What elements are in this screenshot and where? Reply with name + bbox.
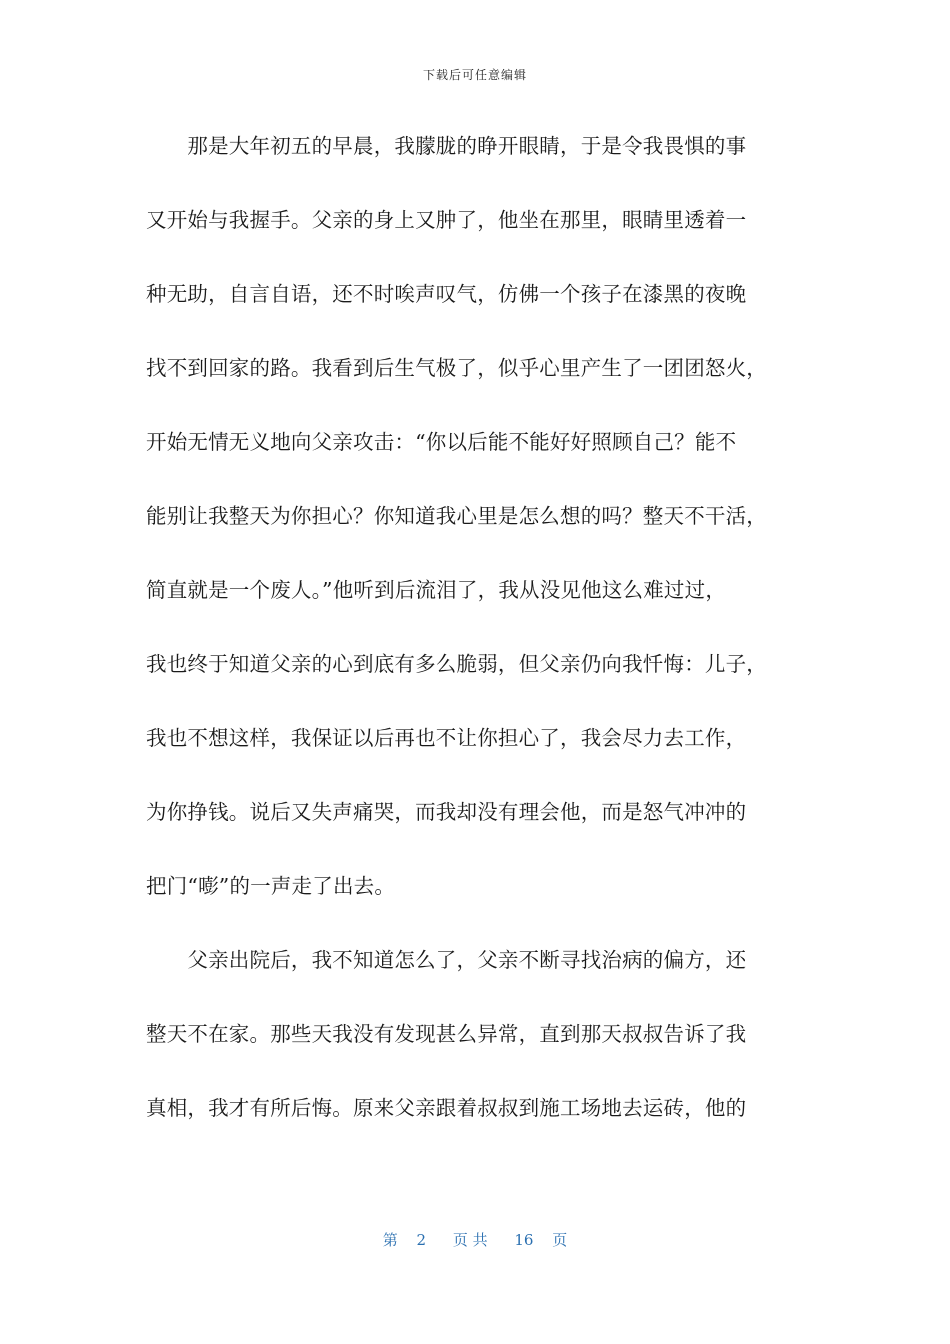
text-line: 把门“嘭”的一声走了出去。 (146, 874, 396, 898)
text-line: 整天不在家。那些天我没有发现甚么异常，直到那天叔叔告诉了我 (146, 1022, 747, 1046)
text-line: 种无助，自言自语，还不时唉声叹气，仿佛一个孩子在漆黑的夜晚 (146, 282, 747, 306)
text-line: 我也终于知道父亲的心到底有多么脆弱，但父亲仍向我忏悔：儿子， (146, 652, 767, 676)
text-line: 找不到回家的路。我看到后生气极了，似乎心里产生了一团团怒火， (146, 356, 767, 380)
text-line: 父亲出院后，我不知道怎么了，父亲不断寻找治病的偏方，还 (146, 948, 747, 972)
text-line: 简直就是一个废人。”他听到后流泪了，我从没见他这么难过过， (146, 578, 727, 602)
document-body (146, 118, 806, 1154)
text-line: 我也不想这样，我保证以后再也不让你担心了，我会尽力去工作， (146, 726, 747, 750)
text-line: 真相，我才有所后悔。原来父亲跟着叔叔到施工场地去运砖，他的 (146, 1096, 747, 1120)
page-header: 下载后可任意编辑 (422, 68, 527, 82)
footer-prefix: 第 (382, 1231, 398, 1249)
footer-current-page: 2 (416, 1231, 427, 1249)
text-line: 开始无情无义地向父亲攻击：“你以后能不能好好照顾自己？能不 (146, 430, 737, 454)
text-line: 能别让我整天为你担心？你知道我心里是怎么想的吗？整天不干活， (146, 504, 767, 528)
text-line: 为你挣钱。说后又失声痛哭，而我却没有理会他，而是怒气冲冲的 (146, 800, 747, 824)
footer-total-pages: 16 (514, 1231, 534, 1249)
text-line: 又开始与我握手。父亲的身上又肿了，他坐在那里，眼睛里透着一 (146, 208, 747, 232)
footer-suffix: 页 (552, 1231, 568, 1249)
footer-middle: 页 共 (452, 1231, 488, 1249)
text-line: 那是大年初五的早晨，我朦胧的睁开眼睛，于是令我畏惧的事 (146, 134, 747, 158)
page-footer (0, 1229, 950, 1250)
